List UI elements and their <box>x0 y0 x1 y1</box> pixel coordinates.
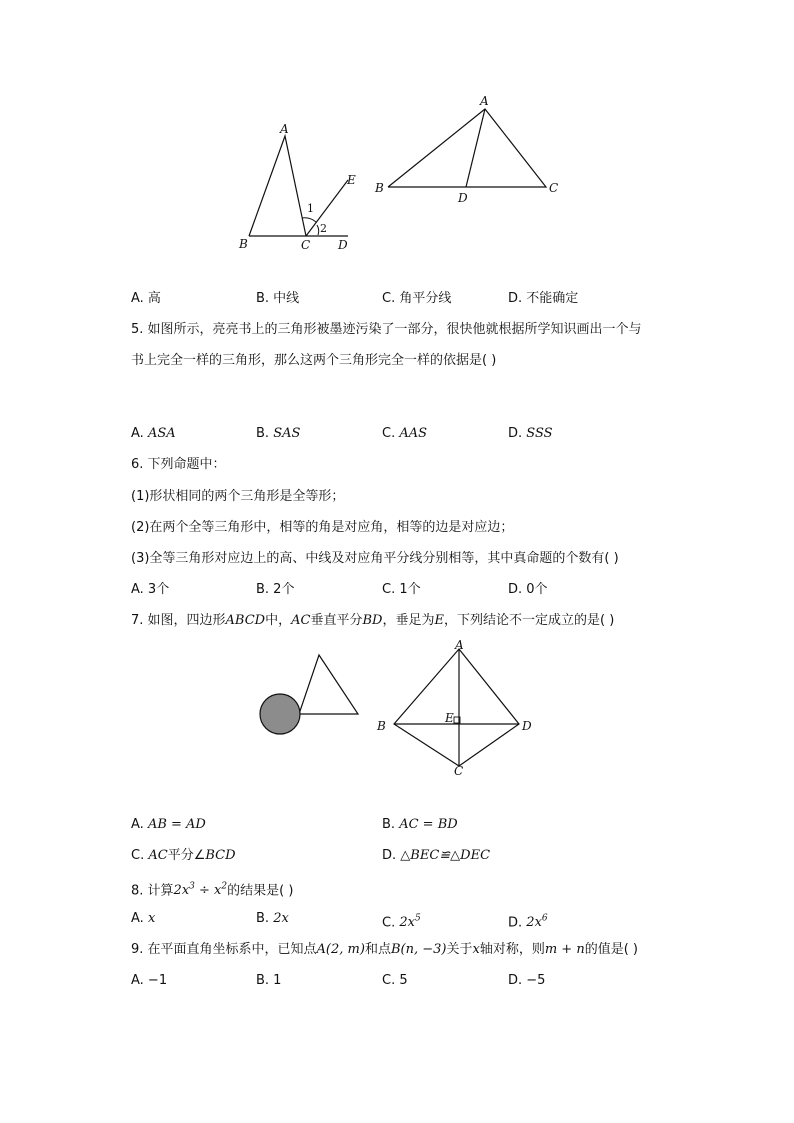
q6-option-c: C. 1个 <box>382 582 421 597</box>
q6-item-3: (3)全等三角形对应边上的高、中线及对应角平分线分别相等，其中真命题的个数有( ) <box>131 551 619 566</box>
label-A: A <box>280 122 289 136</box>
label-E: E <box>347 173 356 187</box>
figure-ink-blot <box>255 650 365 740</box>
q6-item-2: (2)在两个全等三角形中，相等的角是对应角，相等的边是对应边； <box>131 520 514 535</box>
q8-option-b: B. 2x <box>256 911 289 926</box>
label-B: B <box>239 237 248 251</box>
q7-option-d: D. △BEC≌△DEC <box>382 848 491 863</box>
q9-option-d: D. −5 <box>508 973 546 988</box>
q8-option-c: C. $2x^5$ <box>382 914 421 931</box>
q6-item-1: (1)形状相同的两个三角形是全等形； <box>131 489 345 504</box>
q9-stem: 9. 在平面直角坐标系中，已知点A(2, m)和点B(n, −3)关于x轴对称，则m + n的值是( ) <box>131 942 638 957</box>
q8-expression: $2x^3 \div x^2$ <box>173 882 228 899</box>
q9-option-a: A. −1 <box>131 973 168 988</box>
q6-option-d: D. 0个 <box>508 582 548 597</box>
label-D: D <box>338 238 348 252</box>
q5-option-b: B. SAS <box>256 426 301 441</box>
q6-stem: 6. 下列命题中： <box>131 457 226 472</box>
label-B: B <box>375 181 384 195</box>
label-C: C <box>301 238 311 252</box>
q5-option-c: C. AAS <box>382 426 428 441</box>
q4-option-d: D. 不能确定 <box>508 291 579 306</box>
q5-stem-line1: 5. 如图所示，亮亮书上的三角形被墨迹污染了一部分，很快他就根据所学知识画出一个与 <box>131 322 642 337</box>
angle-2-label: 2 <box>320 222 327 235</box>
q4-option-a: A. 高 <box>131 291 161 306</box>
label-C: C <box>549 181 559 195</box>
figure-triangle-abd <box>370 92 570 207</box>
q7-option-c: C. AC平分∠BCD <box>131 848 236 863</box>
label-D: D <box>458 191 468 205</box>
q4-option-c: C. 角平分线 <box>382 291 452 306</box>
label-C: C <box>454 764 464 778</box>
figure-kite-abcd <box>370 638 545 780</box>
label-B: B <box>377 719 386 733</box>
q4-option-b: B. 中线 <box>256 291 300 306</box>
q9-option-c: C. 5 <box>382 973 408 988</box>
q8-stem: 8. 计算$2x^3 \div x^2$的结果是( ) <box>131 882 294 899</box>
q6-option-b: B. 2个 <box>256 582 295 597</box>
q7-stem: 7. 如图，四边形ABCD中，AC垂直平分BD，垂足为E，下列结论不一定成立的是( ) <box>131 613 615 628</box>
q9-option-b: B. 1 <box>256 973 282 988</box>
q6-option-a: A. 3个 <box>131 582 170 597</box>
q7-option-b: B. AC = BD <box>382 817 458 832</box>
q5-option-d: D. SSS <box>508 426 553 441</box>
figure-exterior-angle <box>230 118 370 258</box>
q8-option-a: A. x <box>131 911 156 926</box>
label-A: A <box>480 94 489 108</box>
label-E: E <box>445 711 454 725</box>
label-A: A <box>455 638 464 652</box>
q8-option-d: D. $2x^6$ <box>508 914 548 931</box>
q5-option-a: A. ASA <box>131 426 176 441</box>
angle-1-label: 1 <box>307 202 314 215</box>
q5-stem-line2: 书上完全一样的三角形，那么这两个三角形完全一样的依据是( ) <box>131 353 497 368</box>
q7-option-a: A. AB = AD <box>131 817 206 832</box>
label-D: D <box>522 719 532 733</box>
